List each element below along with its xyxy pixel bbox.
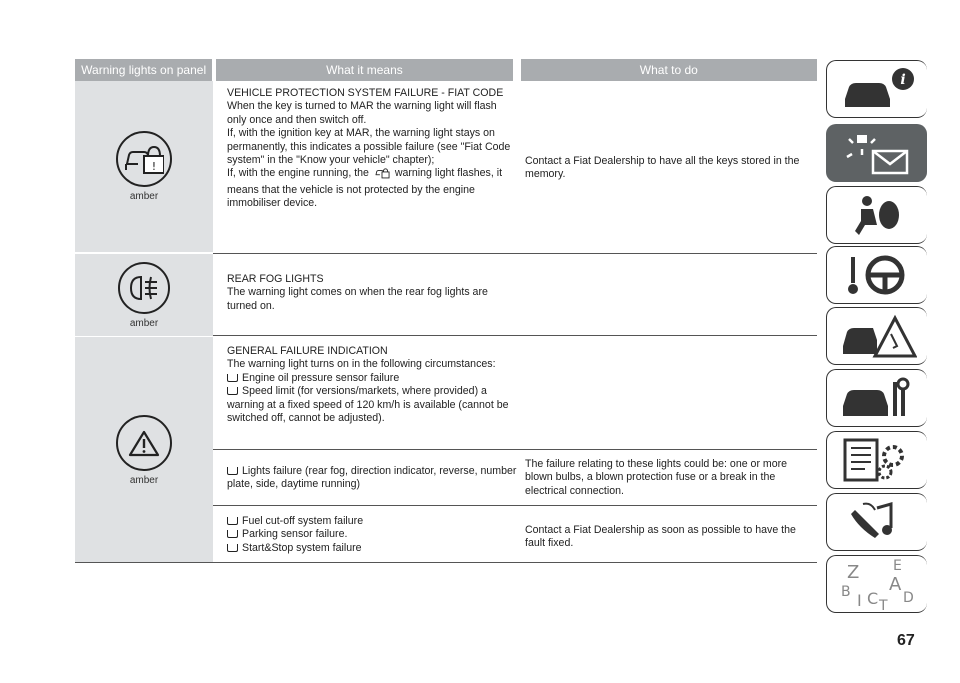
row-divider xyxy=(213,335,817,336)
lamp-color: amber xyxy=(129,474,159,486)
meaning-text: The warning light comes on when the rear fog lights are turned on. xyxy=(227,286,488,312)
engine-warning-bullet-icon xyxy=(227,387,238,395)
svg-text:A: A xyxy=(889,574,902,595)
car-breakdown-warning-icon xyxy=(837,312,917,360)
alphabetical-index-icon xyxy=(837,556,917,612)
list-item: Parking sensor failure. xyxy=(227,528,517,541)
lamp-cell xyxy=(75,81,213,252)
tab-technical-data[interactable] xyxy=(826,431,927,489)
meaning-title: REAR FOG LIGHTS xyxy=(227,273,324,285)
svg-text:T: T xyxy=(879,598,888,612)
lamp-cell xyxy=(75,254,213,336)
tab-safety[interactable] xyxy=(826,186,927,244)
general-failure-triangle-icon xyxy=(116,415,172,471)
list-item: Lights failure (rear fog, direction indicator, reverse, number plate, side, daytime running) xyxy=(227,465,517,491)
car-service-tools-icon xyxy=(837,374,917,422)
header-warning-lights: Warning lights on panel xyxy=(75,59,212,81)
table-header xyxy=(75,59,817,81)
lamp-cell xyxy=(75,337,213,563)
engine-warning-bullet-icon xyxy=(227,374,238,382)
table-row-fiat-code xyxy=(75,81,817,252)
svg-text:C: C xyxy=(867,589,879,608)
list-item: Fuel cut-off system failure xyxy=(227,515,517,528)
action-cell: Contact a Fiat Dealership to have all the keys stored in the memory. xyxy=(525,155,800,181)
lamp-color: amber xyxy=(129,317,159,329)
engine-warning-bullet-icon xyxy=(227,517,238,525)
meaning-cell xyxy=(227,515,517,555)
meaning-title: VEHICLE PROTECTION SYSTEM FAILURE - FIAT CODE xyxy=(227,87,504,99)
specifications-gears-icon xyxy=(837,436,917,484)
multimedia-phone-music-icon xyxy=(837,498,917,546)
table-bottom-rule xyxy=(75,562,817,563)
rear-fog-light-icon xyxy=(118,262,170,314)
header-what-it-means: What it means xyxy=(216,59,512,81)
svg-text:I: I xyxy=(857,591,862,610)
svg-text:B: B xyxy=(841,584,851,600)
action-cell: Contact a Fiat Dealership as soon as possible to have the fault fixed. xyxy=(525,524,796,550)
meaning-text: If, with the engine running, the warning light flashes, it means that the vehicle is not protected by the engine immobiliser device. xyxy=(227,167,503,210)
tab-multimedia[interactable] xyxy=(826,493,927,551)
tab-emergency[interactable] xyxy=(826,307,927,365)
svg-text:D: D xyxy=(903,590,914,606)
tab-warning-lights[interactable] xyxy=(826,124,927,182)
svg-text:Z: Z xyxy=(847,562,860,583)
svg-text:i: i xyxy=(900,72,906,88)
page-number: 67 xyxy=(897,632,915,649)
car-info-icon xyxy=(837,65,917,113)
lamp-color: amber xyxy=(129,191,159,202)
meaning-title: GENERAL FAILURE INDICATION xyxy=(227,345,388,357)
tab-car-info[interactable] xyxy=(826,60,927,118)
engine-warning-bullet-icon xyxy=(227,467,238,475)
svg-text:!: ! xyxy=(151,160,157,173)
meaning-cell xyxy=(227,465,517,492)
table-row-rear-fog xyxy=(75,254,817,336)
warning-light-message-icon xyxy=(837,129,917,177)
tab-index[interactable] xyxy=(826,555,927,613)
table-row-general-failure xyxy=(75,337,817,563)
row-divider xyxy=(213,505,817,506)
engine-warning-bullet-icon xyxy=(227,530,238,538)
fiat-code-inline-icon xyxy=(374,167,390,183)
meaning-text: When the key is turned to MAR the warning light will flash only once and then switch off. xyxy=(227,100,497,126)
tab-maintenance[interactable] xyxy=(826,369,927,427)
key-steering-wheel-icon xyxy=(837,251,917,299)
meaning-text: The warning light turns on in the following circumstances: xyxy=(227,358,496,371)
meaning-cell xyxy=(227,87,517,211)
meaning-cell xyxy=(227,345,517,425)
tab-starting-driving[interactable] xyxy=(826,246,927,304)
fiat-code-lock-icon xyxy=(116,131,172,187)
airbag-safety-icon xyxy=(837,191,917,239)
list-item: Start&Stop system failure xyxy=(227,542,517,555)
warning-lights-table xyxy=(75,59,817,563)
header-what-to-do: What to do xyxy=(521,59,817,81)
action-cell: The failure relating to these lights could be: one or more blown bulbs, a blown protection fuse or a break in the electrical connection. xyxy=(525,458,788,497)
engine-warning-bullet-icon xyxy=(227,544,238,552)
svg-text:E: E xyxy=(893,558,902,574)
row-divider xyxy=(213,449,817,450)
meaning-cell xyxy=(227,273,517,313)
meaning-text: If, with the ignition key at MAR, the warning light stays on permanently, this indicates a possible failure (see "Fiat Code system" in the "Know your vehicle" chapter); xyxy=(227,127,511,167)
list-item: Engine oil pressure sensor failure xyxy=(227,372,517,385)
list-item: Speed limit (for versions/markets, where provided) a warning at a fixed speed of 120 km/h is available (cannot be switched off, cannot be adjusted). xyxy=(227,385,509,425)
